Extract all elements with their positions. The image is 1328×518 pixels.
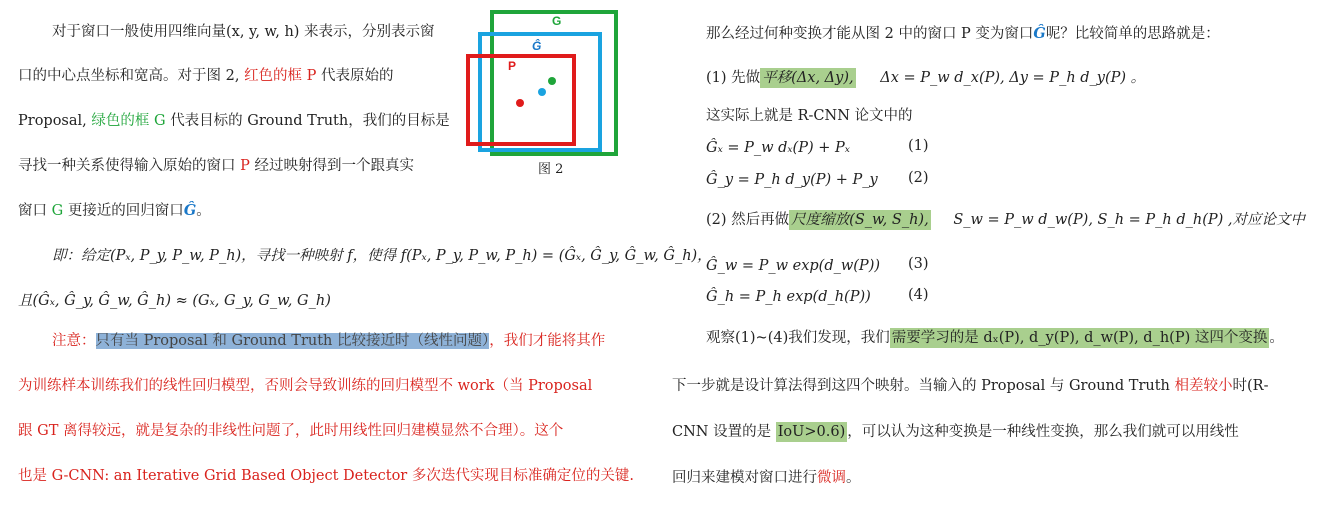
ghat-symbol: Ĝ: [183, 202, 197, 219]
next-line1: 下一步就是设计算法得到这四个映射。当输入的 Proposal 与 Ground Truth 相差较小时(R-: [672, 378, 1269, 394]
step2-line: (2) 然后再做 尺度缩放(S_w, S_h), S_w = P_w d_w(P), S_h = P_h d_h(P) ,对应论文中: [706, 212, 1306, 228]
figure-caption: 图 2: [538, 162, 564, 177]
next-line3: 回归来建模对窗口进行微调。: [672, 470, 861, 486]
para1-line5: 窗口 G 更接近的回归窗口Ĝ。: [18, 202, 211, 219]
eq-gx: Ĝₓ = P_w dₓ(P) + Pₓ: [706, 140, 850, 156]
center-g: [548, 77, 556, 85]
label-g: G: [552, 14, 562, 28]
label-p: P: [508, 59, 517, 73]
next-line2: CNN 设置的是 IoU>0.6) ，可以认为这种变换是一种线性变换，那么我们就可以用线性: [672, 424, 1239, 440]
note-line3: 跟 GT 离得较远，就是复杂的非线性问题了，此时用线性回归建模显然不合理）。这个: [18, 423, 564, 439]
mapping-equation: 即：给定(Pₓ, P_y, P_w, P_h)，寻找一种映射 f，使得 f(Pₓ, P_y, P_w, P_h) = (Ĝₓ, Ĝ_y, Ĝ_w, Ĝ_h)，: [52, 248, 712, 264]
eq-gh: Ĝ_h = P_h exp(d_h(P)): [706, 289, 871, 305]
approx-equation: 且(Ĝₓ, Ĝ_y, Ĝ_w, Ĝ_h) ≈ (Gₓ, G_y, G_w, G_h): [18, 293, 331, 309]
para1-line2: 口的中心点坐标和宽高。对于图 2, 红色的框 P 代表原始的: [18, 68, 394, 84]
para1-line1: 对于窗口一般使用四维向量(x, y, w, h) 来表示，分别表示窗: [52, 24, 435, 40]
eq-gy: Ĝ_y = P_h d_y(P) + P_y: [706, 172, 878, 188]
eq-gw: Ĝ_w = P_w exp(d_w(P)): [706, 258, 881, 274]
para1-line4: 寻找一种关系使得输入原始的窗口 P 经过映射得到一个跟真实: [18, 158, 414, 174]
label-ghat: Ĝ: [532, 39, 542, 53]
note-line4: 也是 G-CNN: an Iterative Grid Based Object Detector 多次迭代实现目标准确定位的关键.: [18, 468, 634, 484]
right-intro: 那么经过何种变换才能从图 2 中的窗口 P 变为窗口Ĝ呢？比较简单的思路就是：: [706, 25, 1220, 42]
eq-gx-number: (1): [908, 138, 929, 154]
eq-gy-number: (2): [908, 170, 929, 186]
rcnn-line: 这实际上就是 R-CNN 论文中的: [706, 108, 913, 124]
note-line2: 为训练样本训练我们的线性回归模型，否则会导致训练的回归模型不 work（当 Proposal: [18, 378, 593, 394]
eq-gw-number: (3): [908, 256, 929, 272]
center-ghat: [538, 88, 546, 96]
step1-line: (1) 先做 平移(Δx, Δy), Δx = P_w d_x(P), Δy = P_h d_y(P) 。: [706, 70, 1146, 86]
eq-gh-number: (4): [908, 287, 929, 303]
center-p: [516, 99, 524, 107]
figure-2-boxes: [462, 8, 622, 178]
note-line1: 注意：只有当 Proposal 和 Ground Truth 比较接近时（线性问题），我们才能将其作: [52, 333, 606, 349]
observation-line: 观察(1)~(4)我们发现，我们 需要学习的是 dₓ(P), d_y(P), d_w(P), d_h(P) 这四个变换 。: [706, 330, 1284, 346]
para1-line3: Proposal, 绿色的框 G 代表目标的 Ground Truth，我们的目标是: [18, 113, 450, 129]
